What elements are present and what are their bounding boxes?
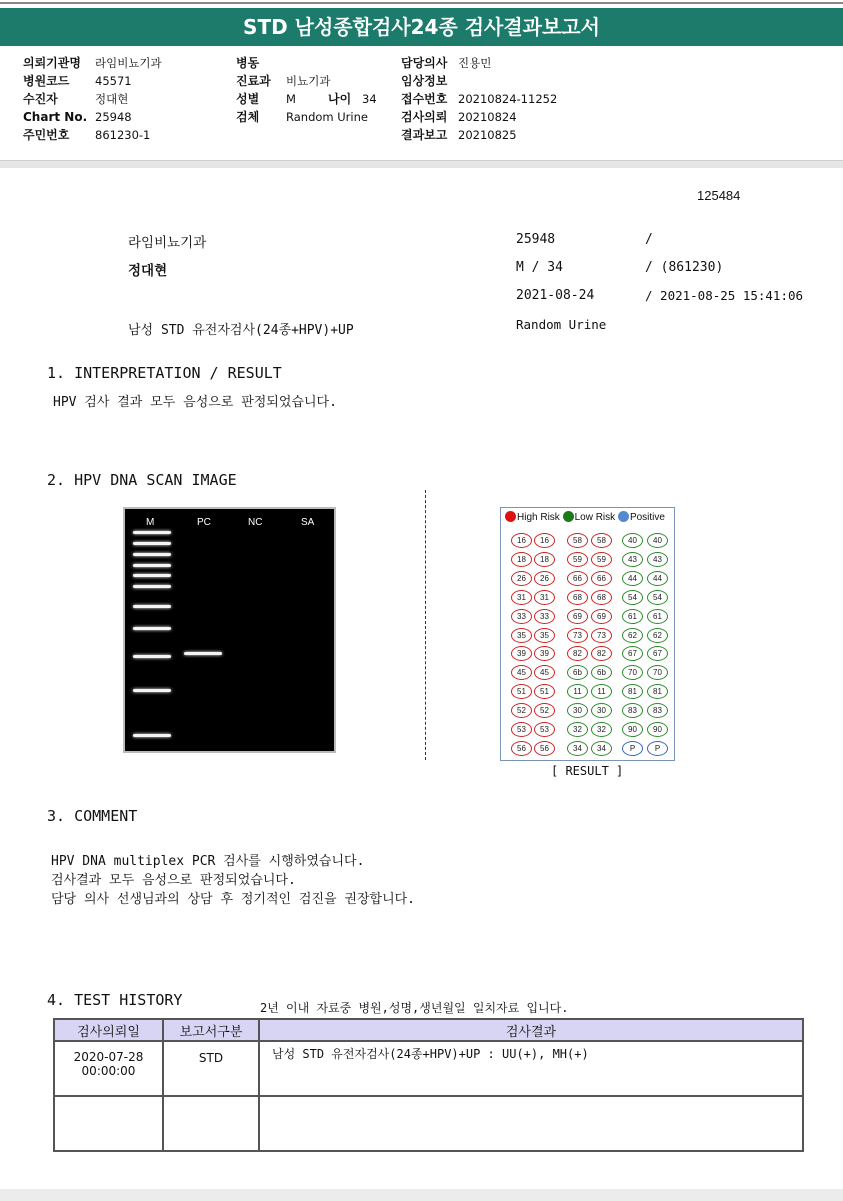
label-receipt-number: 접수번호 xyxy=(401,92,448,106)
gel-lane-label: PC xyxy=(197,517,211,528)
history-type: STD xyxy=(163,1041,259,1096)
chip-spot: 62 xyxy=(647,628,668,643)
comment-line: HPV DNA multiplex PCR 검사를 시행하였습니다. xyxy=(51,854,365,869)
chip-spot: 40 xyxy=(647,533,668,548)
chip-spot: 73 xyxy=(591,628,612,643)
chip-spot: 59 xyxy=(567,552,588,567)
chip-spot: 51 xyxy=(534,684,555,699)
chip-spot: 68 xyxy=(567,590,588,605)
chip-spot: 43 xyxy=(622,552,643,567)
ladder-band xyxy=(133,553,171,556)
chip-caption: [ RESULT ] xyxy=(551,764,624,778)
chip-spot: 31 xyxy=(534,590,555,605)
value-hospital-code: 45571 xyxy=(95,74,132,88)
label-requesting-institution: 의뢰기관명 xyxy=(23,56,81,70)
gel-lane-label: M xyxy=(146,517,155,528)
chip-spot: 18 xyxy=(534,552,555,567)
table-row xyxy=(54,1041,803,1096)
label-sex: 성별 xyxy=(236,92,260,106)
value-receipt-number: 20210824-11252 xyxy=(458,92,558,106)
comment-line: 검사결과 모두 음성으로 판정되었습니다. xyxy=(51,873,296,888)
chip-spot: 40 xyxy=(622,533,643,548)
chip-spot: 53 xyxy=(534,722,555,737)
chip-spot: 16 xyxy=(534,533,555,548)
history-time: 00:00:00 xyxy=(81,1064,136,1078)
chip-spot: 53 xyxy=(511,722,532,737)
chip-spot: 34 xyxy=(591,741,612,756)
report-test-name: 남성 STD 유전자검사(24종+HPV)+UP xyxy=(128,323,354,338)
legend-low-risk: Low Risk xyxy=(574,512,616,523)
chip-spot: 58 xyxy=(591,533,612,548)
chip-spot: 83 xyxy=(647,703,668,718)
history-note: 2년 이내 자료중 병원,성명,생년월일 일치자료 입니다. xyxy=(260,1001,569,1015)
report-birth: / (861230) xyxy=(645,260,724,275)
history-header-result: 검사결과 xyxy=(259,1019,803,1041)
chip-spot: 68 xyxy=(591,590,612,605)
header-separator xyxy=(0,160,843,168)
chip-spot: 30 xyxy=(567,703,588,718)
label-department: 진료과 xyxy=(236,74,271,88)
chip-spot: 52 xyxy=(511,703,532,718)
value-test-request: 20210824 xyxy=(458,110,517,124)
header-col-1 xyxy=(23,54,162,144)
report-slash: / xyxy=(645,232,653,247)
report-datetime: / 2021-08-25 15:41:06 xyxy=(645,288,804,303)
table-row xyxy=(54,1096,803,1151)
label-hospital-code: 병원코드 xyxy=(23,74,70,88)
report-specimen: Random Urine xyxy=(516,317,607,332)
chip-spot: 62 xyxy=(622,628,643,643)
chip-spot: 30 xyxy=(591,703,612,718)
history-result: 남성 STD 유전자검사(24종+HPV)+UP : UU(+), MH(+) xyxy=(259,1041,803,1096)
report-title: STD 남성종합검사24종 검사결과보고서 xyxy=(0,8,843,46)
chip-spot: 33 xyxy=(534,609,555,624)
value-result-report: 20210825 xyxy=(458,128,517,142)
chip-spot: 18 xyxy=(511,552,532,567)
value-resident-number: 861230-1 xyxy=(95,128,151,142)
section-3-title: 3. COMMENT xyxy=(47,807,138,825)
chip-spot: 90 xyxy=(622,722,643,737)
ladder-band xyxy=(133,605,171,608)
history-table xyxy=(53,1018,804,1152)
chip-spot: 67 xyxy=(622,646,643,661)
label-test-request: 검사의뢰 xyxy=(401,110,448,124)
chip-spot: 34 xyxy=(567,741,588,756)
chip-spot: 32 xyxy=(567,722,588,737)
chip-spot: 39 xyxy=(534,646,555,661)
ladder-band xyxy=(133,627,171,630)
chip-spot: 11 xyxy=(567,684,588,699)
chip-spot: 31 xyxy=(511,590,532,605)
history-cell-date xyxy=(54,1041,163,1096)
chip-spot: 82 xyxy=(591,646,612,661)
value-department: 비뇨기과 xyxy=(286,74,331,88)
chip-spot: 67 xyxy=(647,646,668,661)
high-risk-dot-icon xyxy=(505,511,516,522)
history-result xyxy=(259,1096,803,1151)
chip-spot: 82 xyxy=(567,646,588,661)
chip-spot: 66 xyxy=(591,571,612,586)
chip-spot: 32 xyxy=(591,722,612,737)
chip-spot: 83 xyxy=(622,703,643,718)
label-result-report: 결과보고 xyxy=(401,128,448,142)
positive-dot-icon xyxy=(618,511,629,522)
chip-spot: 56 xyxy=(511,741,532,756)
chip-spot: 51 xyxy=(511,684,532,699)
chip-spot: 66 xyxy=(567,571,588,586)
chip-legend xyxy=(505,511,665,523)
chip-spot: 44 xyxy=(622,571,643,586)
report-clinic: 라임비뇨기과 xyxy=(128,235,207,251)
chip-spot: 81 xyxy=(647,684,668,699)
history-header-date: 검사의뢰일 xyxy=(54,1019,163,1041)
chip-spot: 43 xyxy=(647,552,668,567)
chip-spot: 54 xyxy=(622,590,643,605)
label-resident-number: 주민번호 xyxy=(23,128,70,142)
section-4-title: 4. TEST HISTORY xyxy=(47,991,183,1009)
chip-spot: 44 xyxy=(647,571,668,586)
label-clinical-info: 임상정보 xyxy=(401,74,448,88)
chip-spot: 35 xyxy=(534,628,555,643)
ladder-band xyxy=(133,585,171,588)
chip-spot: 90 xyxy=(647,722,668,737)
chip-spot: 69 xyxy=(567,609,588,624)
gel-image xyxy=(123,507,336,753)
chip-spot: 11 xyxy=(591,684,612,699)
image-divider xyxy=(425,490,426,760)
section-1-text: HPV 검사 결과 모두 음성으로 판정되었습니다. xyxy=(53,395,337,410)
report-id: 125484 xyxy=(697,188,741,203)
header-col-3 xyxy=(401,54,557,144)
chip-spot: 39 xyxy=(511,646,532,661)
chip-spot: 54 xyxy=(647,590,668,605)
gel-lane-label: NC xyxy=(248,517,263,528)
chip-spot: P xyxy=(622,741,643,756)
low-risk-dot-icon xyxy=(563,511,574,522)
chip-spot: 26 xyxy=(534,571,555,586)
chip-spot: 61 xyxy=(622,609,643,624)
chip-spot: 6b xyxy=(591,665,612,680)
value-chart-no: 25948 xyxy=(95,110,132,124)
chip-spot: 33 xyxy=(511,609,532,624)
footer-bar xyxy=(0,1189,843,1201)
history-header-row xyxy=(54,1019,803,1041)
value-age: 34 xyxy=(362,92,377,106)
chip-spot: 56 xyxy=(534,741,555,756)
ladder-band xyxy=(133,689,171,692)
chip-spot: 73 xyxy=(567,628,588,643)
chip-spot: 59 xyxy=(591,552,612,567)
label-age: 나이 xyxy=(328,92,352,106)
history-cell-date xyxy=(54,1096,163,1151)
ladder-band xyxy=(133,542,171,545)
chip-spot: 70 xyxy=(647,665,668,680)
report-request-date: 2021-08-24 xyxy=(516,288,595,303)
chip-spot: 45 xyxy=(511,665,532,680)
value-physician: 진용민 xyxy=(458,56,492,70)
top-border xyxy=(0,2,843,4)
value-patient: 정대현 xyxy=(95,92,129,106)
header-col-2 xyxy=(236,54,377,126)
chip-spot: 70 xyxy=(622,665,643,680)
chip-spot: 45 xyxy=(534,665,555,680)
report-sex-age: M / 34 xyxy=(516,260,563,275)
ladder-band xyxy=(133,734,171,737)
chip-spot: 52 xyxy=(534,703,555,718)
chip-spot: 61 xyxy=(647,609,668,624)
report-patient: 정대현 xyxy=(128,263,168,279)
history-header-type: 보고서구분 xyxy=(163,1019,259,1041)
ladder-band xyxy=(133,531,171,534)
chip-spot: 69 xyxy=(591,609,612,624)
pc-band xyxy=(184,652,222,655)
comment-line: 담당 의사 선생님과의 상담 후 정기적인 검진을 권장합니다. xyxy=(51,892,416,907)
chip-spot: 16 xyxy=(511,533,532,548)
chip-spot: 35 xyxy=(511,628,532,643)
chip-spot: 81 xyxy=(622,684,643,699)
label-specimen: 검체 xyxy=(236,110,260,124)
label-patient: 수진자 xyxy=(23,92,58,106)
section-1-title: 1. INTERPRETATION / RESULT xyxy=(47,364,282,382)
value-sex: M xyxy=(286,92,296,106)
label-ward: 병동 xyxy=(236,56,260,70)
section-2-title: 2. HPV DNA SCAN IMAGE xyxy=(47,471,237,489)
chip-spot: P xyxy=(647,741,668,756)
hpv-chip-result xyxy=(500,507,675,761)
chip-spot: 6b xyxy=(567,665,588,680)
ladder-band xyxy=(133,564,171,567)
label-physician: 담당의사 xyxy=(401,56,448,70)
history-date: 2020-07-28 xyxy=(73,1050,144,1064)
label-chart-no: Chart No. xyxy=(23,110,88,124)
gel-lane-label: SA xyxy=(301,517,315,528)
value-requesting-institution: 라임비뇨기과 xyxy=(95,56,162,70)
chip-spot: 26 xyxy=(511,571,532,586)
report-chart-no: 25948 xyxy=(516,232,556,247)
legend-positive: Positive xyxy=(629,512,665,523)
history-type xyxy=(163,1096,259,1151)
chip-spot: 58 xyxy=(567,533,588,548)
ladder-band xyxy=(133,655,171,658)
ladder-band xyxy=(133,574,171,577)
value-specimen: Random Urine xyxy=(286,110,368,124)
legend-high-risk: High Risk xyxy=(517,512,560,523)
